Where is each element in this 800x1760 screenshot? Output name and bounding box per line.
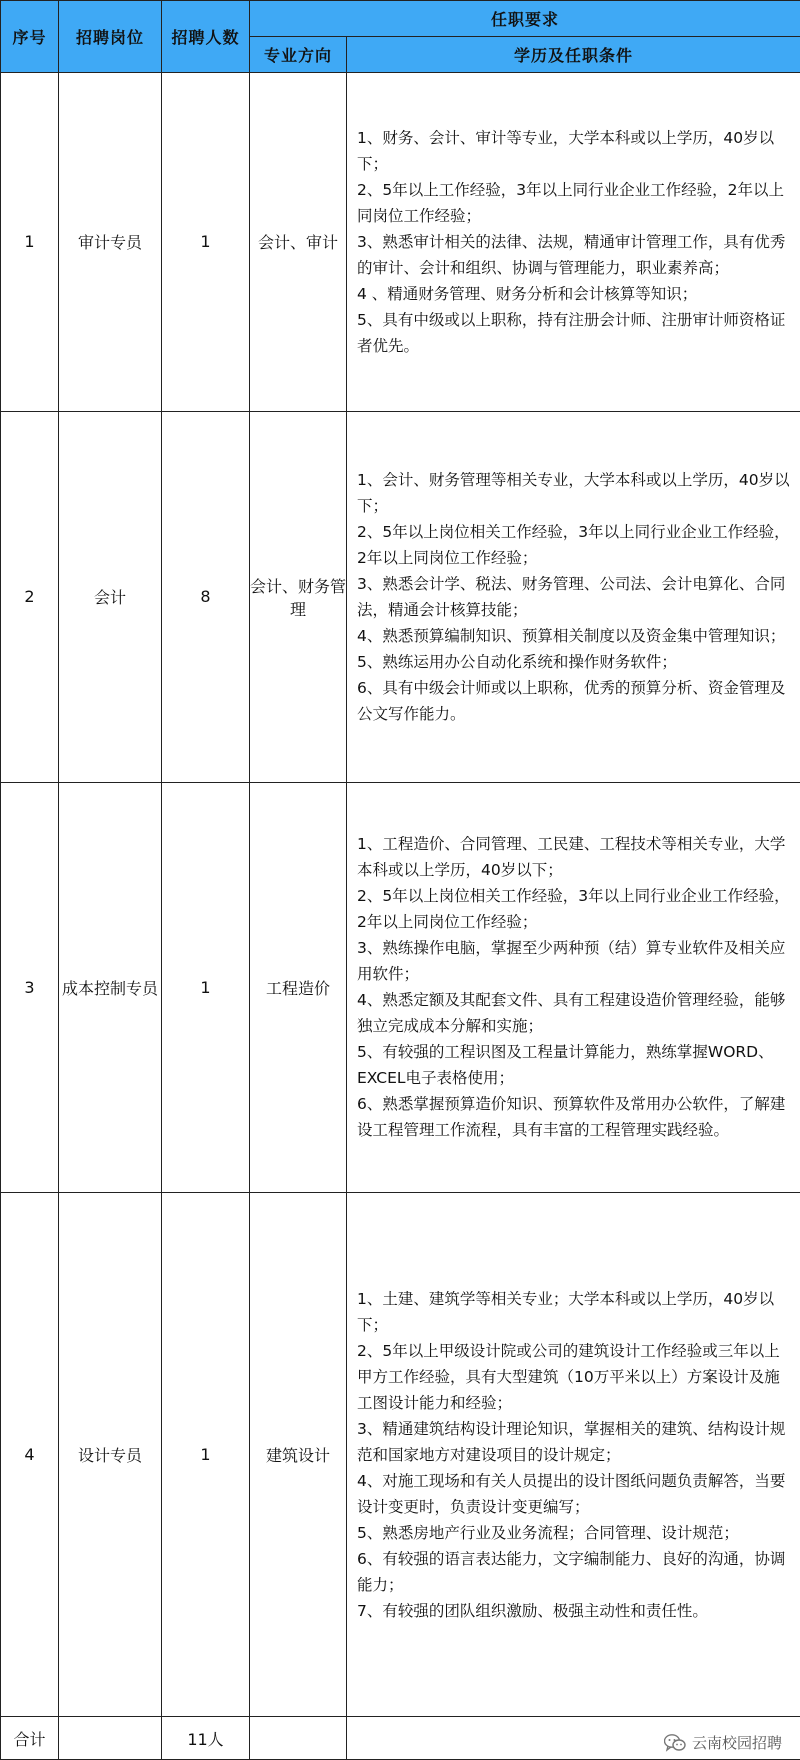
row-count: 1 bbox=[162, 73, 250, 412]
condition-item: 2、5年以上甲级设计院或公司的建筑设计工作经验或三年以上甲方工作经验，具有大型建筑（10万平米以上）方案设计及施工图设计能力和经验； bbox=[357, 1341, 780, 1412]
row-major: 会计、审计 bbox=[250, 73, 347, 412]
header-position: 招聘岗位 bbox=[59, 1, 162, 73]
condition-item: 5、熟悉房地产行业及业务流程；合同管理、设计规范； bbox=[357, 1523, 739, 1542]
condition-item: 2、5年以上工作经验，3年以上同行业企业工作经验，2年以上同岗位工作经验； bbox=[357, 180, 784, 225]
condition-item: 6、熟悉掌握预算造价知识、预算软件及常用办公软件，了解建设工程管理工作流程，具有丰富的工程管理实践经验。 bbox=[357, 1095, 786, 1140]
condition-item: 1、会计、财务管理等相关专业，大学本科或以上学历，40岁以下； bbox=[357, 470, 790, 515]
condition-item: 4、熟悉预算编制知识、预算相关制度以及资金集中管理知识； bbox=[357, 626, 786, 645]
header-conditions: 学历及任职条件 bbox=[347, 37, 800, 73]
row-seq: 1 bbox=[1, 73, 59, 412]
condition-item: 1、土建、建筑学等相关专业；大学本科或以上学历，40岁以下； bbox=[357, 1289, 775, 1334]
condition-item: 4、熟悉定额及其配套文件、具有工程建设造价管理经验，能够独立完成成本分解和实施； bbox=[357, 991, 786, 1036]
condition-item: 3、熟悉会计学、税法、财务管理、公司法、会计电算化、合同法，精通会计核算技能； bbox=[357, 574, 786, 619]
row-major: 工程造价 bbox=[250, 782, 347, 1192]
row-conditions bbox=[347, 1192, 800, 1717]
total-row bbox=[1, 1717, 800, 1760]
condition-item: 3、熟练操作电脑，掌握至少两种预（结）算专业软件及相关应用软件； bbox=[357, 939, 786, 984]
total-count: 11人 bbox=[162, 1717, 250, 1760]
condition-item: 3、熟悉审计相关的法律、法规，精通审计管理工作，具有优秀的审计、会计和组织、协调与管理能力，职业素养高； bbox=[357, 232, 786, 277]
header-count: 招聘人数 bbox=[162, 1, 250, 73]
row-position: 成本控制专员 bbox=[59, 782, 162, 1192]
row-count: 1 bbox=[162, 782, 250, 1192]
table-row bbox=[1, 73, 800, 412]
watermark bbox=[664, 1732, 782, 1753]
row-count: 8 bbox=[162, 411, 250, 782]
row-position: 设计专员 bbox=[59, 1192, 162, 1717]
total-label: 合计 bbox=[1, 1717, 59, 1760]
condition-item: 1、财务、会计、审计等专业，大学本科或以上学历，40岁以下； bbox=[357, 128, 775, 173]
total-empty bbox=[347, 1717, 800, 1760]
condition-item: 4 、精通财务管理、财务分析和会计核算等知识； bbox=[357, 284, 698, 303]
condition-item: 5、具有中级或以上职称，持有注册会计师、注册审计师资格证者优先。 bbox=[357, 310, 786, 355]
row-major: 建筑设计 bbox=[250, 1192, 347, 1717]
condition-item: 4、对施工现场和有关人员提出的设计图纸问题负责解答，当要设计变更时，负责设计变更编写； bbox=[357, 1471, 786, 1516]
row-major: 会计、财务管理 bbox=[250, 411, 347, 782]
row-position: 审计专员 bbox=[59, 73, 162, 412]
total-empty bbox=[250, 1717, 347, 1760]
condition-item: 5、熟练运用办公自动化系统和操作财务软件； bbox=[357, 652, 677, 671]
row-seq: 3 bbox=[1, 782, 59, 1192]
header-seq: 序号 bbox=[1, 1, 59, 73]
condition-item: 6、具有中级会计师或以上职称，优秀的预算分析、资金管理及公文写作能力。 bbox=[357, 678, 786, 723]
condition-item: 2、5年以上岗位相关工作经验，3年以上同行业企业工作经验，2年以上同岗位工作经验； bbox=[357, 522, 790, 567]
table-row bbox=[1, 782, 800, 1192]
header-major: 专业方向 bbox=[250, 37, 347, 73]
condition-item: 2、5年以上岗位相关工作经验，3年以上同行业企业工作经验，2年以上同岗位工作经验； bbox=[357, 887, 790, 932]
row-conditions bbox=[347, 782, 800, 1192]
row-seq: 2 bbox=[1, 411, 59, 782]
header-row-1 bbox=[1, 1, 800, 37]
condition-item: 6、有较强的语言表达能力，文字编制能力、良好的沟通，协调能力； bbox=[357, 1549, 786, 1594]
row-position: 会计 bbox=[59, 411, 162, 782]
watermark-text: 云南校园招聘 bbox=[692, 1734, 783, 1752]
wechat-icon bbox=[664, 1734, 686, 1752]
header-requirements: 任职要求 bbox=[250, 1, 800, 37]
row-seq: 4 bbox=[1, 1192, 59, 1717]
row-conditions bbox=[347, 411, 800, 782]
total-empty bbox=[59, 1717, 162, 1760]
condition-item: 1、工程造价、合同管理、工民建、工程技术等相关专业，大学本科或以上学历，40岁以下； bbox=[357, 835, 786, 880]
condition-item: 5、有较强的工程识图及工程量计算能力，熟练掌握WORD、EXCEL电子表格使用； bbox=[357, 1043, 774, 1088]
row-conditions bbox=[347, 73, 800, 412]
condition-item: 7、有较强的团队组织激励、极强主动性和责任性。 bbox=[357, 1601, 708, 1620]
table-row bbox=[1, 1192, 800, 1717]
table-row bbox=[1, 411, 800, 782]
row-count: 1 bbox=[162, 1192, 250, 1717]
condition-item: 3、精通建筑结构设计理论知识，掌握相关的建筑、结构设计规范和国家地方对建设项目的设计规定； bbox=[357, 1419, 786, 1464]
